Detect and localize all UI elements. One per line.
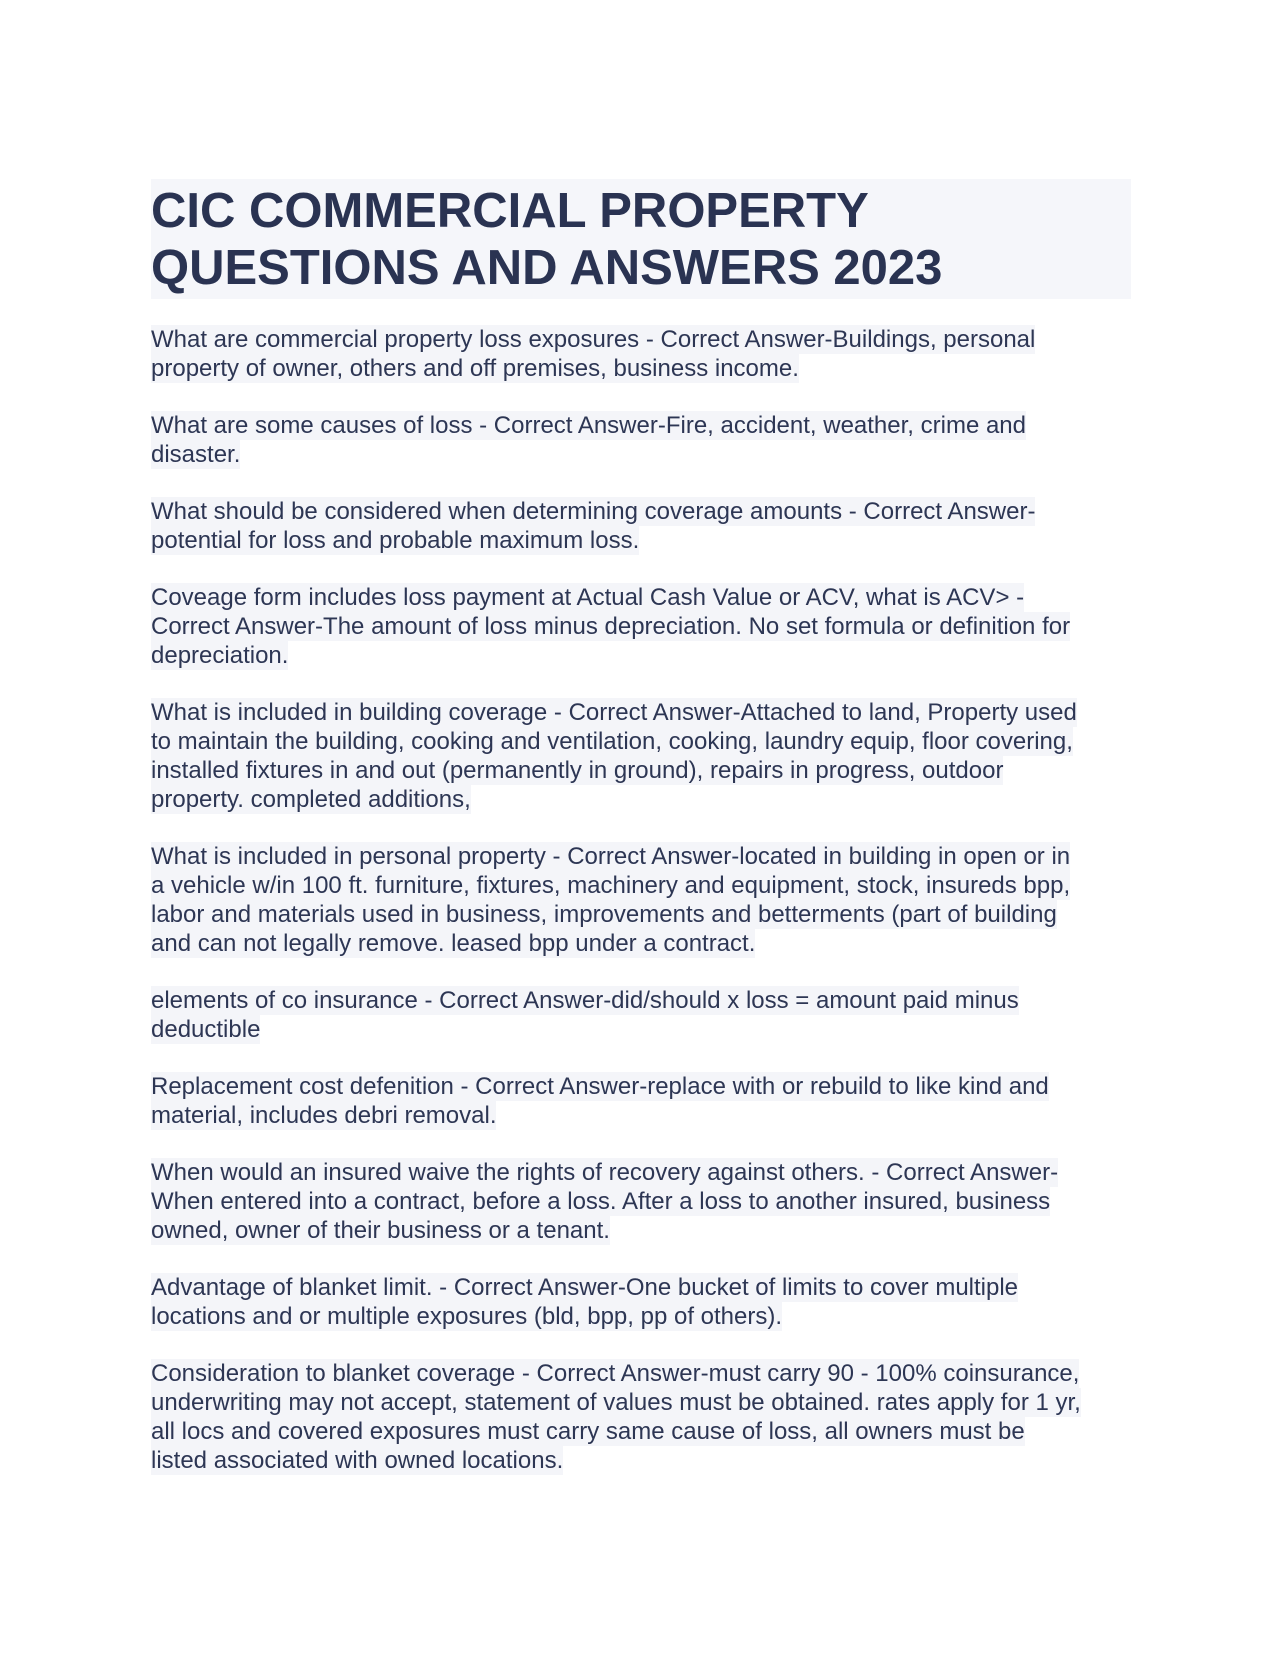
qa-line: Coveage form includes loss payment at Actual Cash Value or ACV, what is ACV> - [151, 584, 1025, 611]
qa-paragraph [151, 325, 1131, 383]
qa-line: and can not legally remove. leased bpp under a contract. [151, 930, 756, 957]
qa-paragraph [151, 1359, 1131, 1475]
qa-line: When would an insured waive the rights of recovery against others. - Correct Answer- [151, 1159, 1059, 1186]
qa-line: Advantage of blanket limit. - Correct Answer-One bucket of limits to cover multiple [151, 1274, 1019, 1301]
qa-line: Replacement cost defenition - Correct Answer-replace with or rebuild to like kind and [151, 1073, 1049, 1100]
qa-line: listed associated with owned locations. [151, 1447, 564, 1474]
qa-line: owned, owner of their business or a tenant. [151, 1217, 610, 1244]
qa-paragraph [151, 1273, 1131, 1331]
qa-line: Correct Answer-The amount of loss minus depreciation. No set formula or definition for [151, 613, 1071, 640]
qa-line: installed fixtures in and out (permanently in ground), repairs in progress, outdoor [151, 757, 1004, 784]
qa-line: Consideration to blanket coverage - Correct Answer-must carry 90 - 100% coinsurance, [151, 1360, 1080, 1387]
qa-paragraph [151, 1158, 1131, 1245]
qa-line: deductible [151, 1016, 261, 1043]
title-line-1: CIC COMMERCIAL PROPERTY [151, 184, 869, 238]
qa-line: What are some causes of loss - Correct Answer-Fire, accident, weather, crime and [151, 412, 1027, 439]
qa-paragraph [151, 986, 1131, 1044]
qa-line: potential for loss and probable maximum loss. [151, 527, 640, 554]
qa-paragraph [151, 698, 1131, 814]
qa-line: What should be considered when determining coverage amounts - Correct Answer- [151, 498, 1036, 525]
qa-line: material, includes debri removal. [151, 1102, 497, 1129]
qa-paragraph [151, 583, 1131, 670]
qa-line: elements of co insurance - Correct Answer-did/should x loss = amount paid minus [151, 987, 1019, 1014]
qa-line: to maintain the building, cooking and ventilation, cooking, laundry equip, floor covering, [151, 728, 1073, 755]
qa-paragraph [151, 842, 1131, 958]
qa-paragraph [151, 497, 1131, 555]
qa-line: What are commercial property loss exposures - Correct Answer-Buildings, personal [151, 326, 1036, 353]
qa-line: a vehicle w/in 100 ft. furniture, fixtures, machinery and equipment, stock, insureds bpp, [151, 872, 1071, 899]
qa-paragraph [151, 411, 1131, 469]
qa-line: depreciation. [151, 642, 289, 669]
qa-line: locations and or multiple exposures (bld, bpp, pp of others). [151, 1303, 783, 1330]
qa-line: When entered into a contract, before a loss. After a loss to another insured, business [151, 1188, 1051, 1215]
qa-paragraph [151, 1072, 1131, 1130]
qa-line: What is included in building coverage - Correct Answer-Attached to land, Property used [151, 699, 1077, 726]
qa-line: underwriting may not accept, statement of values must be obtained. rates apply for 1 yr, [151, 1389, 1081, 1416]
qa-line: What is included in personal property - Correct Answer-located in building in open or in [151, 843, 1071, 870]
qa-line: disaster. [151, 441, 241, 468]
qa-line: property. completed additions, [151, 786, 471, 813]
qa-list [151, 325, 1131, 1475]
document-title [151, 179, 1131, 299]
document-page [151, 179, 1131, 1503]
title-line-2: QUESTIONS AND ANSWERS 2023 [151, 241, 943, 295]
qa-line: all locs and covered exposures must carry same cause of loss, all owners must be [151, 1418, 1025, 1445]
qa-line: property of owner, others and off premises, business income. [151, 355, 799, 382]
qa-line: labor and materials used in business, improvements and betterments (part of building [151, 901, 1057, 928]
